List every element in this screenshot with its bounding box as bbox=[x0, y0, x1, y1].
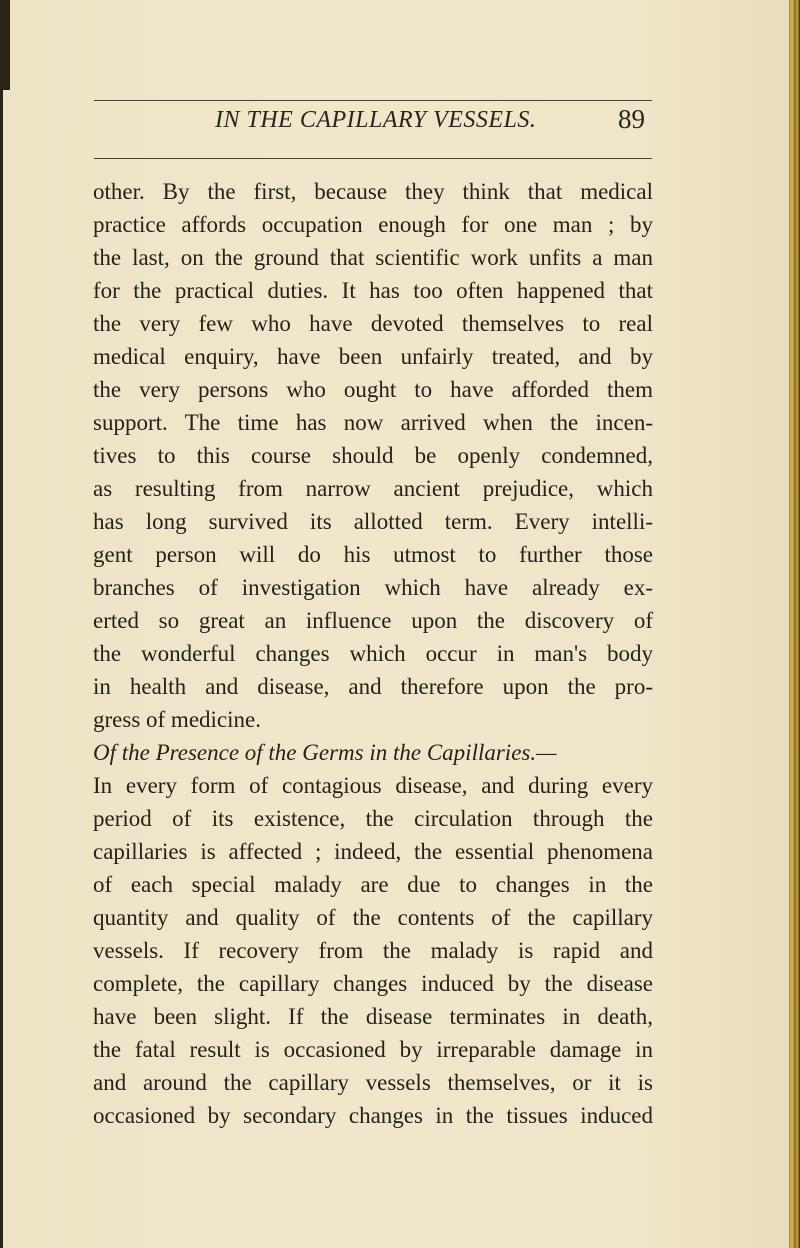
text-line: the very few who have devoted themselves to real bbox=[93, 311, 653, 336]
text-line: in health and disease, and therefore upon the pro- bbox=[93, 674, 653, 699]
text-line: as resulting from narrow ancient prejudice, which bbox=[93, 476, 653, 501]
text-line: and around the capillary vessels themselves, or it is bbox=[93, 1070, 653, 1095]
text-line: practice affords occupation enough for one man ; by bbox=[93, 212, 653, 237]
text-line: capillaries is affected ; indeed, the essential phenomena bbox=[93, 839, 653, 864]
text-line: erted so great an influence upon the discovery of bbox=[93, 608, 653, 633]
text-line: tives to this course should be openly condemned, bbox=[93, 443, 653, 468]
text-line: have been slight. If the disease terminates in death, bbox=[93, 1004, 653, 1029]
text-line: the last, on the ground that scientific work unfits a man bbox=[93, 245, 653, 270]
text-line: medical enquiry, have been unfairly treated, and by bbox=[93, 344, 653, 369]
text-line: occasioned by secondary changes in the tissues induced bbox=[93, 1103, 653, 1128]
text-line: period of its existence, the circulation through the bbox=[93, 806, 653, 831]
text-line: gent person will do his utmost to further those bbox=[93, 542, 653, 567]
text-line: other. By the first, because they think that medical bbox=[93, 179, 653, 204]
text-line: the fatal result is occasioned by irreparable damage in bbox=[93, 1037, 653, 1062]
header-rule-top bbox=[94, 100, 652, 101]
header-rule-bottom bbox=[94, 158, 652, 159]
text-line: the wonderful changes which occur in man's body bbox=[93, 641, 653, 666]
left-page-edge bbox=[0, 0, 3, 1248]
text-line: gress of medicine. bbox=[93, 707, 261, 732]
text-line: has long survived its allotted term. Every intelli- bbox=[93, 509, 653, 534]
text-line: vessels. If recovery from the malady is rapid and bbox=[93, 938, 653, 963]
section-heading: Of the Presence of the Germs in the Capillaries.— bbox=[93, 740, 557, 765]
page-number: 89 bbox=[618, 104, 645, 134]
text-line: for the practical duties. It has too often happened that bbox=[93, 278, 653, 303]
right-book-edge bbox=[789, 0, 800, 1248]
text-line: complete, the capillary changes induced by the disease bbox=[93, 971, 653, 996]
running-head: IN THE CAPILLARY VESSELS. bbox=[215, 107, 537, 133]
text-line: quantity and quality of the contents of the capillary bbox=[93, 905, 653, 930]
text-line: support. The time has now arrived when the incen- bbox=[93, 410, 653, 435]
text-line: branches of investigation which have already ex- bbox=[93, 575, 653, 600]
left-page-edge-top bbox=[0, 0, 10, 90]
text-line: of each special malady are due to changes in the bbox=[93, 872, 653, 897]
text-line: the very persons who ought to have afforded them bbox=[93, 377, 653, 402]
text-line: In every form of contagious disease, and during every bbox=[93, 773, 653, 798]
body-text bbox=[93, 175, 653, 1132]
